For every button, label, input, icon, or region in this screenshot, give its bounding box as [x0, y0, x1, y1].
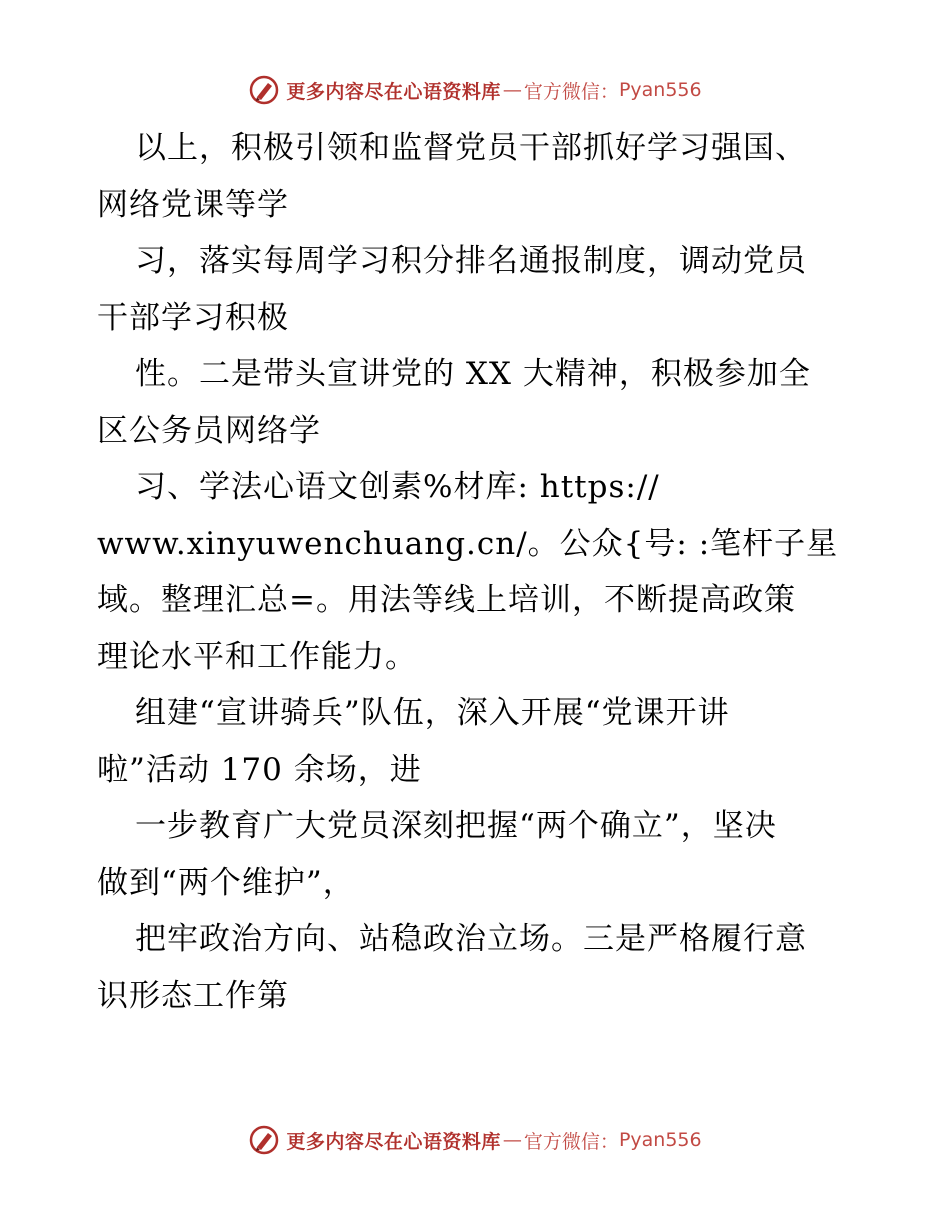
header-watermark	[0, 70, 950, 110]
watermark-separator: —	[502, 79, 522, 101]
watermark-brand: 更多内容尽在心语资料库	[286, 1130, 501, 1153]
body-line: 网络党课等学	[97, 186, 289, 223]
watermark-wechat-id: Pyan556	[618, 1129, 702, 1151]
document-body	[97, 120, 857, 1024]
body-line: 理论水平和工作能力。	[97, 638, 417, 675]
footer-watermark	[0, 1120, 950, 1160]
body-line-url: www.xinyuwenchuang.cn/。公众{号: :笔杆子星	[97, 525, 839, 562]
body-line: 习，落实每周学习积分排名通报制度，调动党员	[135, 243, 807, 279]
body-line: 区公务员网络学	[97, 412, 321, 449]
watermark-separator: —	[502, 1129, 522, 1151]
body-line: 以上，积极引领和监督党员干部抓好学习强国、	[135, 130, 807, 166]
watermark-wechat-label: 官方微信：	[523, 1130, 619, 1153]
watermark-wechat-label: 官方微信：	[523, 80, 619, 103]
body-line: 性。二是带头宣讲党的 XX 大精神，积极参加全	[135, 356, 811, 392]
pen-logo-icon	[248, 74, 280, 106]
body-line: 识形态工作第	[97, 977, 289, 1014]
body-line: 习、学法心语文创素%材库: https://	[135, 469, 660, 505]
body-line: 啦”活动 170 余场，进	[97, 751, 422, 788]
body-line: 一步教育广大党员深刻把握“两个确立”，坚决	[135, 808, 777, 844]
body-line: 干部学习积极	[97, 299, 289, 336]
body-line: 把牢政治方向、站稳政治立场。三是严格履行意	[135, 921, 807, 957]
watermark-wechat-id: Pyan556	[618, 79, 702, 101]
pen-logo-icon	[248, 1124, 280, 1156]
body-line: 域。整理汇总=。用法等线上培训，不断提高政策	[97, 582, 796, 618]
body-line: 组建“宣讲骑兵”队伍，深入开展“党课开讲	[135, 695, 730, 731]
watermark-brand: 更多内容尽在心语资料库	[286, 80, 501, 103]
body-line: 做到“两个维护”，	[97, 864, 355, 901]
